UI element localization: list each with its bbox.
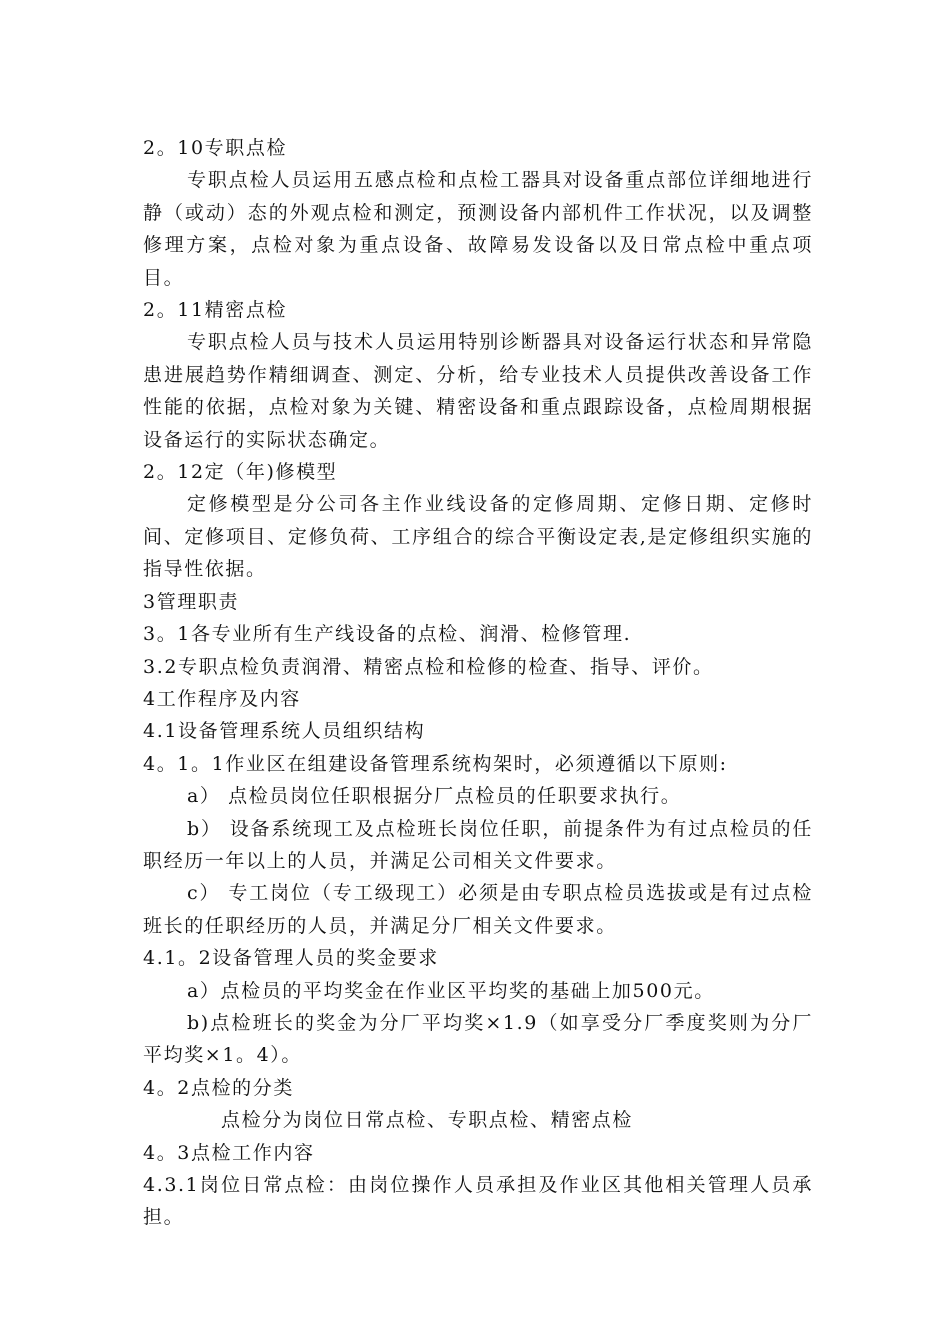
heading-2-12: 2。12定（年)修模型 bbox=[143, 461, 338, 484]
heading-2-10: 2。10专职点检 bbox=[143, 137, 288, 159]
bonus-item-a: a）点检员的平均奖金在作业区平均奖的基础上加500元。 bbox=[187, 979, 715, 1002]
list-item-b: b） 设备系统现工及点检班长岗位任职，前提条件为有过点检员的任职经历一年以上的人员，并满足公司相关文件要求。 bbox=[143, 817, 813, 872]
heading-4-1-2: 4.1。2设备管理人员的奖金要求 bbox=[143, 947, 439, 970]
heading-3: 3管理职责 bbox=[143, 590, 240, 613]
document-page bbox=[143, 132, 813, 1234]
paragraph-2-10-body: 专职点检人员运用五感点检和点检工器具对设备重点部位详细地进行静（或动）态的外观点检和测定，预测设备内部机件工作状况，以及调整修理方案，点检对象为重点设备、故障易发设备以及日常点检中重点项目。 bbox=[143, 169, 813, 289]
heading-4-2: 4。2点检的分类 bbox=[143, 1076, 294, 1099]
item-3-2: 3.2专职点检负责润滑、精密点检和检修的检查、指导、评价。 bbox=[143, 655, 714, 678]
list-item-a: a） 点检员岗位任职根据分厂点检员的任职要求执行。 bbox=[187, 785, 682, 808]
heading-4: 4工作程序及内容 bbox=[143, 687, 301, 710]
paragraph-2-12-body: 定修模型是分公司各主作业线设备的定修周期、定修日期、定修时间、定修项目、定修负荷、工序组合的综合平衡设定表,是定修组织实施的指导性依据。 bbox=[143, 493, 813, 581]
item-4-3-1: 4.3.1岗位日常点检：由岗位操作人员承担及作业区其他相关管理人员承担。 bbox=[143, 1174, 813, 1229]
list-item-c: c） 专工岗位（专工级现工）必须是由专职点检员选拔或是有过点检班长的任职经历的人员，并满足分厂相关文件要求。 bbox=[143, 882, 813, 937]
heading-4-1: 4.1设备管理系统人员组织结构 bbox=[143, 720, 426, 743]
item-3-1: 3。1各专业所有生产线设备的点检、润滑、检修管理. bbox=[143, 623, 632, 646]
heading-4-1-1: 4。1。1作业区在组建设备管理系统构架时，必须遵循以下原则: bbox=[143, 752, 728, 775]
bonus-item-b: b)点检班长的奖金为分厂平均奖×1.9（如享受分厂季度奖则为分厂平均奖×1。4）。 bbox=[143, 1011, 813, 1067]
heading-2-11: 2。11精密点检 bbox=[143, 299, 288, 322]
paragraph-4-2-body: 点检分为岗位日常点检、专职点检、精密点检 bbox=[221, 1109, 634, 1132]
paragraph-2-11-body: 专职点检人员与技术人员运用特别诊断器具对设备运行状态和异常隐患进展趋势作精细调查、测定、分析，给专业技术人员提供改善设备工作性能的依据，点检对象为关键、精密设备和重点跟踪设备，点检周期根据设备运行的实际状态确定。 bbox=[143, 331, 813, 451]
heading-4-3: 4。3点检工作内容 bbox=[143, 1141, 315, 1164]
